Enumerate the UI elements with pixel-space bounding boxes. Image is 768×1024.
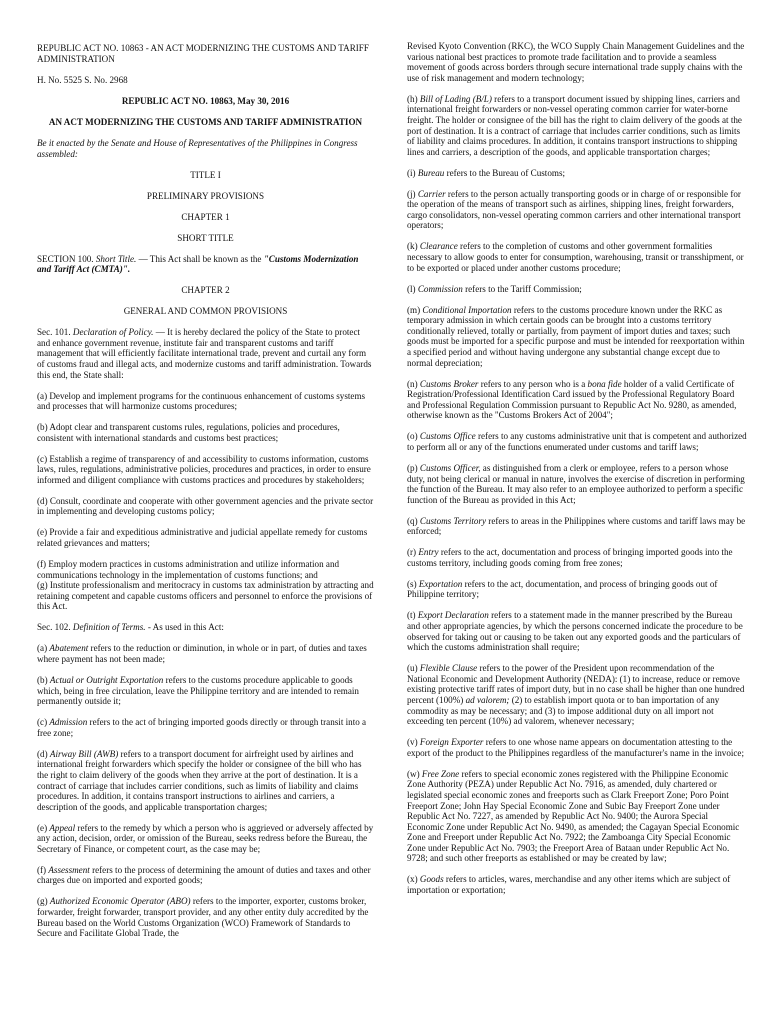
definition-s: (s) Exportation refers to the act, documentation, and process of bringing goods out of Philippine territory; [407,578,718,600]
definition-c: (c) Admission refers to the act of bringing imported goods directly or through transit into a free zone; [37,717,367,738]
short-title-heading: SHORT TITLE [177,232,234,243]
policy-item-f: (f) Employ modern practices in customs administration and utilize information and communications technology in the implementation of customs functions; and [37,559,340,580]
definition-p: (p) Customs Officer, as distinguished from a clerk or employee, refers to a person whose duty, not being clerical or manual in nature, involves the exercise of discretion in performing the function of the Bureau. It may also refer to an employee authorized to perform a specific function of the Bureau as provided in this Act; [407,462,745,505]
title-heading: TITLE I [190,169,221,180]
policy-item-c: (c) Establish a regime of transparency of and accessibility to customs information, customs laws, rules, regulations, administrative policies, procedures and practices, in order to ensure informed and diligent compliance with customs practices and procedures by stakeholders; [37,453,371,485]
section-100: SECTION 100. Short Title. — This Act shall be known as the "Customs Modernization and Tariff Act (CMTA)". [37,253,359,275]
general-provisions-heading: GENERAL AND COMMON PROVISIONS [123,306,288,317]
definition-b: (b) Actual or Outright Exportation refers to the customs procedure applicable to goods which, being in free circulation, leave the Philippine territory and are intended to remain permanently outside it; [37,674,359,707]
definition-g: (g) Authorized Economic Operator (ABO) refers to the importer, exporter, customs broker, forwarder, freight forwarder, transport provider, and any other entity duly accredited by the Bureau based on the World Customs Organization (WCO) Framework of Standards to Secure and Facilitate Global Trade, the [37,896,369,939]
definition-j: (j) Carrier refers to the person actually transporting goods or in charge of or responsible for the operation of the means of transport such as airlines, shipping lines, freight forwarders, cargo consolidators, non-vessel operating common carriers and other international transport operators; [407,188,741,231]
definition-m: (m) Conditional Importation refers to the customs procedure known under the RKC as temporary admission in which certain goods can be brought into a customs territory conditionally relieved, totally or partially, from payment of import duties and taxes; such goods must be imported for a specific purpose and must be intended for reexportation within a specified period and without having undergone any substantial change except due to normal depreciation; [407,304,745,368]
definition-g-continued: Revised Kyoto Convention (RKC), the WCO Supply Chain Management Guidelines and the various national best practices to promote trade facilitation and to provide a seamless movement of goods across borders through secure international trade supply chains with the use of risk management and modern technology; [407,41,745,83]
policy-item-g: (g) Institute professionalism and meritocracy in customs tax administration by attracting and retaining competent and capable customs officers and personnel to enforce the provisions of this Act. [37,580,374,612]
definition-n: (n) Customs Broker refers to any person who is a bona fide holder of a valid Certificate of Registration/Professional Identification Card issued by the Professional Regulatory Board and Professional Regulation Commission pursuant to Republic Act No. 9280, as amended, otherwise known as the "Customs Brokers Act of 2004"; [407,378,737,421]
bill-number: H. No. 5525 S. No. 2968 [37,75,128,86]
policy-item-b: (b) Adopt clear and transparent customs rules, regulations, policies and procedures, consistent with international standards and customs best practices; [37,422,340,443]
definition-i: (i) Bureau refers to the Bureau of Customs; [407,167,566,178]
act-date-heading: REPUBLIC ACT NO. 10863, May 30, 2016 [121,96,290,107]
document-title: REPUBLIC ACT NO. 10863 - AN ACT MODERNIZING THE CUSTOMS AND TARIFF ADMINISTRATION [37,43,369,64]
definition-w: (w) Free Zone refers to special economic zones registered with the Philippine Economic Zone Authority (PEZA) under Republic Act No. 7916, as amended, duly chartered or legislated special economic zones and freeports such as Clark Freeport Zone; Poro Point Freeport Zone; John Hay Special Economic Zone and Subic Bay Freeport Zone under Republic Act No. 7227, as amended by Republic Act No. 9400; the Aurora Special Economic Zone under Republic Act No. 9490, as amended; the Cagayan Special Economic Zone and Freeport under Republic Act No. 7922; the Zamboanga City Special Economic Zone under Republic Act No. 7903; the Freeport Area of Bataan under Republic Act No. 9728; and such other freeports as established or may be created by law; [407,768,740,864]
definition-a: (a) Abatement refers to the reduction or diminution, in whole or in part, of duties and taxes where payment has not been made; [37,643,367,664]
definition-v: (v) Foreign Exporter refers to one whose name appears on documentation attesting to the export of the product to the Philippines regardless of the manufacturer's name in the invoice; [407,737,744,758]
section-101: Sec. 101. Declaration of Policy. — It is hereby declared the policy of the State to protect and enhance government revenue, institute fair and transparent customs and tariff management that will efficiently facilitate international trade, prevent and curtail any form of customs fraud and illegal acts, and modernize customs and tariff administration. Towards this end, the State shall: [37,327,372,380]
act-title-heading: AN ACT MODERNIZING THE CUSTOMS AND TARIFF ADMINISTRATION [48,117,363,128]
definition-o: (o) Customs Office refers to any customs administrative unit that is competent and authorized to perform all or any of the functions enumerated under customs and tariff laws; [407,431,747,452]
definition-x: (x) Goods refers to articles, wares, merchandise and any other items which are subject of importation or exportation; [407,874,731,896]
definition-e: (e) Appeal refers to the remedy by which a person who is aggrieved or adversely affected by any action, decision, order, or omission of the Bureau, seeks redress before the Bureau, the Secretary of Finance, or competent court, as the case may be; [37,822,374,854]
policy-item-a: (a) Develop and implement programs for the continuous enhancement of customs systems and processes that will harmonize customs procedures; [37,390,366,412]
definition-t: (t) Export Declaration refers to a statement made in the manner prescribed by the Bureau and other appropriate agencies, by which the persons concerned indicate the procedure to be observed for taking out or causing to be taken out any exported goods and the particulars of which the customs administration shall require; [407,610,743,653]
left-column [37,0,374,949]
definition-d: (d) Airway Bill (AWB) refers to a transport document for airfreight used by airlines and international freight forwarders which specify the holder or consignee of the bill who has the right to claim delivery of the goods when they arrive at the port of destination. It is a contract of carriage that includes carrier conditions, such as limits of liability and claims procedures. In addition, it contains transport instructions to airlines and carriers, a description of the goods, and applicable transportation charges; [37,748,362,812]
preliminary-provisions-heading: PRELIMINARY PROVISIONS [146,190,265,201]
enacting-clause: Be it enacted by the Senate and House of Representatives of the Philippines in Congress assembled: [37,138,358,159]
policy-item-d: (d) Consult, coordinate and cooperate with other government agencies and the private sector in implementing and developing customs policy; [37,495,374,517]
section-102: Sec. 102. Definition of Terms. - As used in this Act: [37,622,224,633]
definition-l: (l) Commission refers to the Tariff Commission; [407,283,582,294]
chapter-2-heading: CHAPTER 2 [181,285,230,296]
definition-k: (k) Clearance refers to the completion of customs and other government formalities necessary to allow goods to enter for consumption, warehousing, transit or transshipment, or to be exported or placed under another customs procedure; [407,241,744,273]
right-column [407,0,747,906]
definition-h: (h) Bill of Lading (B/L) refers to a transport document issued by shipping lines, carriers and international freight forwarders or non-vessel operating common carrier for water-borne freight. The holder or consignee of the bill has the right to claim delivery of the goods at the port of destination. It is a contract of carriage that includes carrier conditions, such as limits of liability and claims procedures. In addition, it contains transport instructions to shipping lines and carriers, a description of the goods, and applicable transportation charges; [407,93,742,157]
definition-q: (q) Customs Territory refers to areas in the Philippines where customs and tariff laws may be enforced; [407,515,746,537]
definition-u: (u) Flexible Clause refers to the power of the President upon recommendation of the National Economic and Development Authority (NEDA): (1) to increase, reduce or remove existing protective tariff rates of import duty, but in no case shall be higher than one hundred percent (100%) ad valorem; (2) to establish import quota or to ban importation of any commodity as may be necessary; and (3) to impose additional duty on all import not exceeding ten percent (10%) ad valorem, whenever necessary; [407,663,745,727]
policy-item-e: (e) Provide a fair and expeditious administrative and judicial appellate remedy for customs related grievances and matters; [37,527,368,549]
chapter-1-heading: CHAPTER 1 [181,211,230,222]
definition-r: (r) Entry refers to the act, documentation and process of bringing imported goods into the customs territory, including goods coming from free zones; [407,547,733,568]
definition-f: (f) Assessment refers to the process of determining the amount of duties and taxes and other charges due on imported and exported goods; [37,864,371,886]
